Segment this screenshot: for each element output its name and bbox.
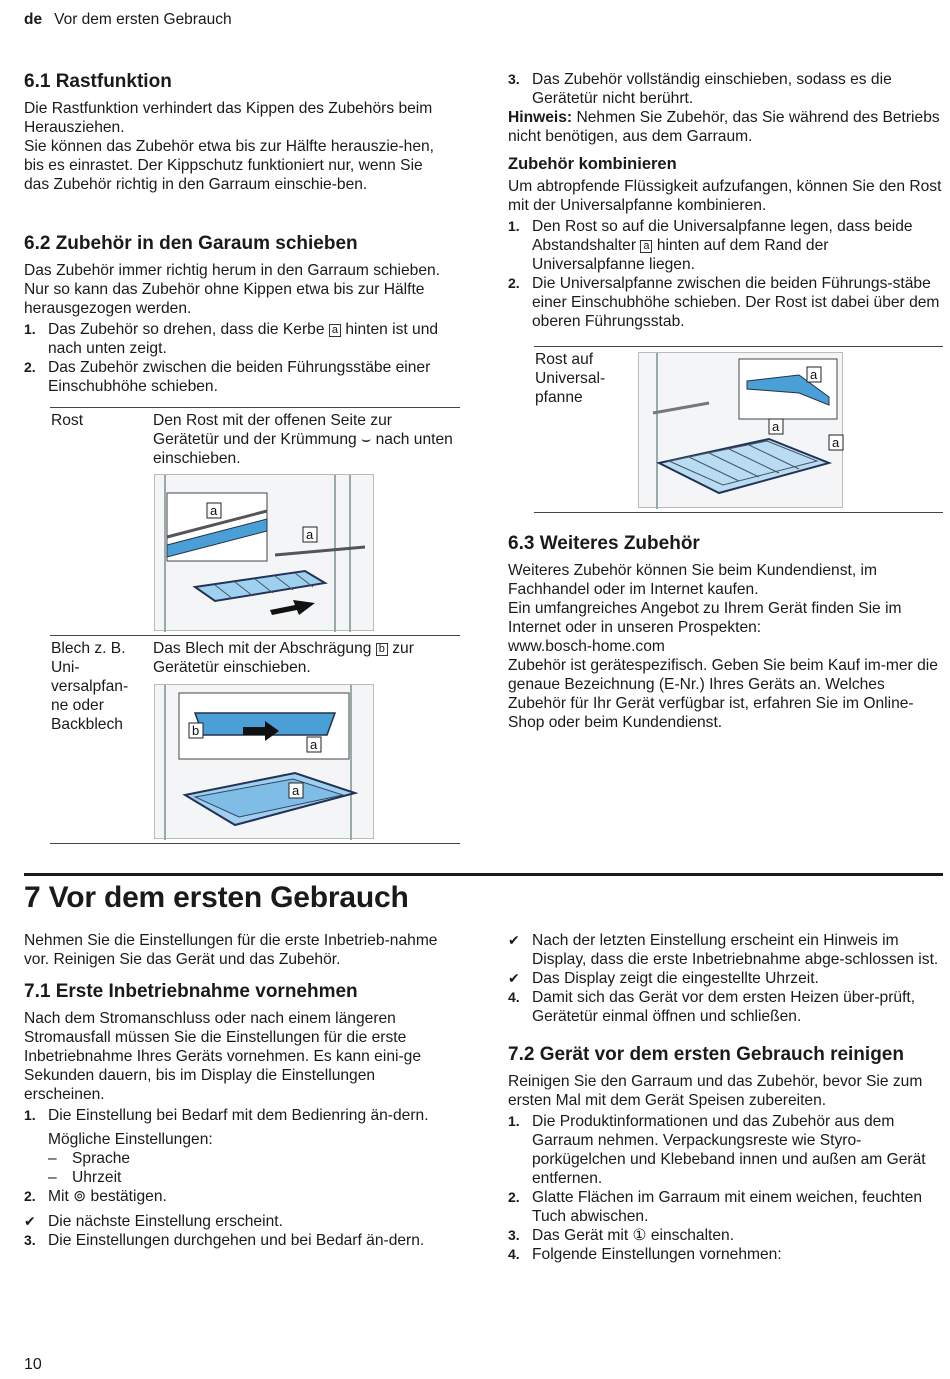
paragraph: Um abtropfende Flüssigkeit aufzufangen, können Sie den Rost mit der Universalpfanne kombinieren. [508, 178, 942, 214]
section-6-2 [24, 232, 449, 396]
section-6-1 [24, 70, 449, 194]
text-part: nach unten einschieben. [153, 431, 453, 467]
paragraph: Weiteres Zubehör können Sie beim Kundendienst, im Fachhandel oder im Internet kaufen. [508, 562, 877, 598]
callout-a: a [832, 435, 840, 450]
table-rule [534, 346, 943, 347]
step-number: 2. [24, 359, 36, 375]
step-text: Die Einstellungen durchgehen und bei Bedarf än-dern. [48, 1232, 425, 1249]
paragraph: Reinigen Sie den Garraum und das Zubehör, bevor Sie zum ersten Mal mit dem Gerät Speisen zubereiten. [508, 1073, 923, 1109]
table-row-text [153, 411, 459, 468]
step-text [532, 217, 944, 274]
list-item [24, 1187, 449, 1206]
paragraph: Das Zubehör immer richtig herum in den Garraum schieben. Nur so kann das Zubehör ohne Kippen etwa bis zur Hälfte herausgezogen werden. [24, 262, 441, 317]
step-text [48, 1187, 449, 1206]
text-part: bestätigen. [86, 1188, 167, 1205]
result-text: Die nächste Einstellung erscheint. [48, 1213, 283, 1230]
option-text: Sprache [72, 1150, 131, 1167]
text-part: zur Gerätetür einschieben. [153, 640, 414, 676]
callout-a: a [310, 737, 318, 752]
option-item [48, 1149, 449, 1168]
heading-combine: Zubehör kombinieren [508, 155, 677, 173]
step-number: 4. [508, 989, 520, 1005]
confirm-icon: ⊚ [73, 1188, 87, 1205]
hint-text: Nehmen Sie Zubehör, das Sie während des Betriebs nicht benötigen, aus dem Garraum. [508, 109, 940, 145]
step-text: Folgende Einstellungen vornehmen: [532, 1246, 782, 1263]
tray-illustration [155, 685, 375, 840]
section-7-right [508, 931, 944, 1264]
rack-on-pan-illustration [639, 353, 844, 509]
marker-box: b [376, 643, 388, 656]
step-text: Die Universalpfanne zwischen die beiden Führungs-stäbe einer Einschubhöhe schieben. Der Rost ist dabei über dem oberen Führungsstab. [532, 275, 940, 330]
power-icon: ① [632, 1227, 647, 1244]
callout-a: a [772, 419, 780, 434]
heading-6-2: 6.2 Zubehör in den Garaum schieben [24, 233, 358, 254]
dash: – [48, 1150, 57, 1167]
step-text [532, 1226, 944, 1245]
section-6-3 [508, 532, 944, 732]
list-item [508, 1188, 944, 1226]
table-rule [50, 407, 460, 408]
illustration-tray-insertion [154, 684, 374, 839]
marker-box: a [640, 240, 652, 253]
step-text: Das Zubehör vollständig einschieben, sodass es die Gerätetür nicht berührt. [532, 71, 892, 107]
step-number: 3. [508, 1227, 520, 1243]
paragraph: Ein umfangreiches Angebot zu Ihrem Gerät finden Sie im Internet oder in unseren Prospekten: [508, 600, 902, 636]
step-text-part: Das Zubehör so drehen, dass die Kerbe [48, 321, 329, 338]
step-number: 1. [24, 321, 36, 337]
paragraph: Nehmen Sie die Einstellungen für die erste Inbetrieb-nahme vor. Reinigen Sie das Gerät und das Zubehör. [24, 932, 438, 968]
step-text: Die Einstellung bei Bedarf mit dem Bedienring än-dern. [48, 1107, 429, 1124]
text-part: hinten auf dem Rand der Universalpfanne liegen. [532, 237, 829, 273]
curve-symbol: ⌣ [361, 431, 372, 448]
step-text: Die Produktinformationen und das Zubehör aus dem Garraum nehmen. Verpackungsreste wie Styro-porkügelchen und Klebeband innen und außen am Gerät entfernen. [532, 1113, 926, 1187]
step-text [48, 320, 449, 358]
running-header [24, 10, 232, 29]
callout-a: a [306, 527, 314, 542]
callout-b: b [192, 723, 200, 738]
list-item [24, 1106, 449, 1125]
heading-6-3: 6.3 Weiteres Zubehör [508, 533, 700, 554]
callout-a: a [210, 503, 218, 518]
page-number: 10 [24, 1356, 42, 1373]
marker-box: a [329, 324, 341, 337]
step-text: Glatte Flächen im Garraum mit einem weichen, feuchten Tuch abwischen. [532, 1189, 923, 1225]
section-6-2-continued [508, 70, 944, 331]
list-item [508, 1112, 944, 1188]
list-item [24, 1231, 449, 1250]
text-part: Mit [48, 1188, 74, 1205]
list-item [24, 358, 449, 396]
website-url: www.bosch-home.com [508, 638, 665, 655]
hint-label: Hinweis: [508, 109, 573, 126]
list-item [508, 1226, 944, 1245]
heading-chapter-7: 7 Vor dem ersten Gebrauch [24, 881, 409, 914]
paragraph: Nach dem Stromanschluss oder nach einem längeren Stromausfall müssen Sie die Einstellungen für die erste Inbetriebnahme Ihres Geräts vornehmen. Es kann eini-ge Sekunden dauern, bis im Display die Einstellungen erscheinen. [24, 1010, 421, 1103]
list-item [508, 988, 944, 1026]
callout-a: a [810, 367, 818, 382]
header-section-title: Vor dem ersten Gebrauch [54, 11, 232, 28]
section-separator [24, 873, 943, 876]
paragraph: Sie können das Zubehör etwa bis zur Hälfte herauszie-hen, bis es einrastet. Der Kippschutz funktioniert nur, wenn Sie das Zubehör richtig in den Garraum einschie-ben. [24, 138, 435, 193]
option-text: Uhrzeit [72, 1169, 122, 1186]
table-rule [534, 512, 943, 513]
step-number: 2. [508, 1189, 520, 1205]
check-icon: ✔ [508, 932, 520, 948]
list-item [508, 274, 944, 331]
heading-6-1: 6.1 Rastfunktion [24, 71, 172, 92]
table-rule [50, 843, 460, 844]
result-text: Nach der letzten Einstellung erscheint ein Hinweis im Display, dass die erste Inbetriebnahme abge-schlossen ist. [532, 932, 939, 968]
step-text: Damit sich das Gerät vor dem ersten Heizen über-prüft, Gerätetür einmal öffnen und schließen. [532, 989, 916, 1025]
result-item [508, 931, 944, 969]
step-text: Das Zubehör zwischen die beiden Führungsstäbe einer Einschubhöhe schieben. [48, 359, 431, 395]
paragraph: Zubehör ist gerätespezifisch. Geben Sie beim Kauf im-mer die genaue Bezeichnung (E-Nr.) Ihres Geräts an. Welches Zubehör für Ihr Gerät verfügbar ist, erfahren Sie im Online-Shop oder beim Kundendienst. [508, 657, 938, 731]
heading-7-1: 7.1 Erste Inbetriebnahme vornehmen [24, 981, 358, 1002]
step-number: 2. [24, 1188, 36, 1204]
result-item [24, 1212, 449, 1231]
check-icon: ✔ [508, 970, 520, 986]
heading-7-2: 7.2 Gerät vor dem ersten Gebrauch reinigen [508, 1044, 904, 1065]
step-number: 1. [508, 1113, 520, 1129]
hint [508, 108, 944, 146]
table-row-label: Blech z. B. Uni-versalpfan-ne oder Backblech [51, 640, 129, 733]
list-item [508, 70, 944, 108]
result-text: Das Display zeigt die eingestellte Uhrzeit. [532, 970, 819, 987]
option-item [48, 1168, 449, 1187]
dash: – [48, 1169, 57, 1186]
list-item [24, 320, 449, 358]
table-row-label: Rost [51, 412, 84, 429]
text-part: Den Rost so auf die Universalpfanne legen, dass beide Abstandshalter [532, 218, 913, 254]
illustration-rack-insertion [154, 474, 374, 631]
check-icon: ✔ [24, 1213, 36, 1229]
table-rule [50, 635, 460, 636]
step-number: 1. [508, 218, 520, 234]
text-part: Das Gerät mit [532, 1227, 633, 1244]
result-item [508, 969, 944, 988]
list-item [508, 217, 944, 274]
step-text-part: hinten ist und nach unten zeigt. [48, 321, 439, 357]
options-label: Mögliche Einstellungen: [48, 1131, 213, 1148]
paragraph: Die Rastfunktion verhindert das Kippen des Zubehörs beim Herausziehen. [24, 100, 433, 136]
step-number: 3. [24, 1232, 36, 1248]
table-row [51, 411, 459, 468]
rack-illustration [155, 475, 375, 632]
callout-a: a [292, 783, 300, 798]
illustration-rack-on-pan [638, 352, 843, 508]
list-item [508, 1245, 944, 1264]
section-7-left [24, 931, 449, 1250]
step-number: 3. [508, 71, 520, 87]
step-number: 1. [24, 1107, 36, 1123]
step-number: 4. [508, 1246, 520, 1262]
table-row-label: Rost auf Universal-pfanne [535, 351, 606, 406]
text-part: einschalten. [646, 1227, 735, 1244]
step-number: 2. [508, 275, 520, 291]
text-part: Das Blech mit der Abschrägung [153, 640, 376, 657]
text-part: Den Rost mit der offenen Seite zur Gerätetür und der Krümmung [153, 412, 392, 448]
language-code: de [24, 11, 43, 28]
